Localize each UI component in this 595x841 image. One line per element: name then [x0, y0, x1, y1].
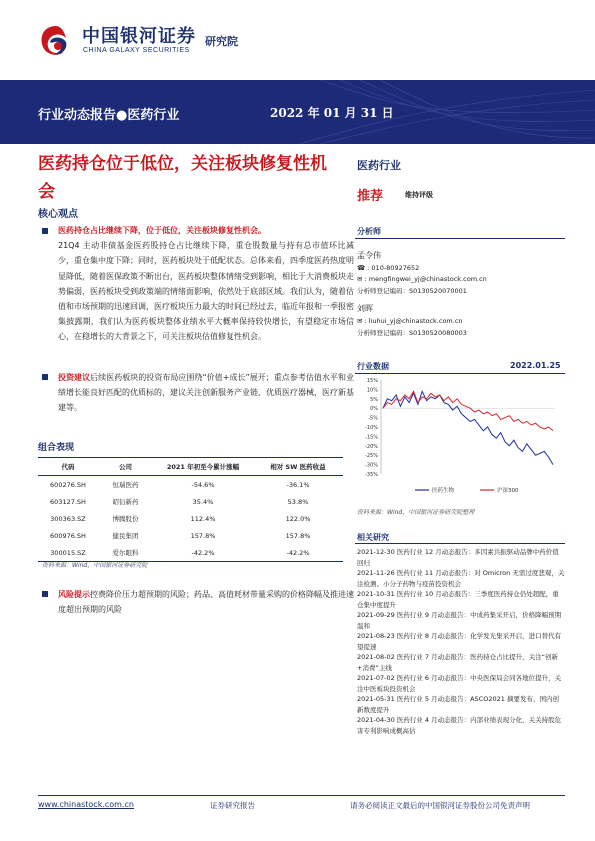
brand-name: 中国银河证券 [82, 26, 196, 47]
related-item[interactable]: 2021-08-23 医药行业 8 月动态报告：化学发光集采开启，进口替代有望提速 [357, 632, 562, 651]
col-header-relative: 相对 SW 医药收益 [253, 458, 343, 476]
analyst-heading: 分析师 [357, 227, 381, 236]
email-value: mengfingwei_yj@chinastock.com.cn [368, 275, 487, 283]
core-view-paragraph [58, 223, 354, 345]
analyst-reg: 分析师登记编码：S0130520080003 [357, 329, 467, 337]
phone-value: 010-80927652 [371, 264, 420, 272]
risk-body: 控费降价压力超预期的风险；药品、高值耗材带量采购的价格降幅及推进速度超出预期的风险 [58, 590, 354, 615]
bullet-icon [42, 374, 48, 380]
analyst-phone: ☎ : 010-80927652 [357, 264, 420, 272]
cell-relative: 157.8% [285, 531, 311, 540]
cell-relative: -36.1% [286, 480, 310, 489]
related-item[interactable]: 2021-10-31 医药行业 10 月动态报告：三季度医药持仓仍处超配，重仓集中度提升 [357, 590, 559, 609]
table-row [38, 493, 343, 510]
related-item[interactable]: 2021-04-30 医药行业 4 月动态报告：内部业绩表现分化，关关持股危害专利影响成概高估 [357, 716, 562, 735]
y-tick-label: -15% [365, 434, 378, 441]
investment-advice-highlight: 投资建议 [58, 373, 91, 382]
cell-code: 300363.SZ [50, 514, 86, 523]
legend-label: 医药生物 [432, 488, 455, 494]
divider [355, 238, 565, 239]
rating-label: 推荐 [357, 189, 384, 204]
y-tick-label: -20% [365, 443, 378, 450]
cell-company: 昭衍新药 [112, 498, 139, 506]
y-tick-label: 10% [366, 387, 378, 394]
analyst-name: 孟令伟 [357, 251, 381, 260]
legend-label: 沪深300 [497, 488, 519, 494]
divider [355, 373, 565, 374]
col-header-ytd: 2021 年初至今累计涨幅 [153, 458, 253, 476]
department-label: 研究院 [205, 35, 238, 48]
report-category: 行业动态报告●医药行业 [38, 108, 180, 123]
cell-ytd: 35.4% [192, 497, 214, 506]
industry-index-chart [355, 376, 565, 501]
footer-disclaimer: 请务必阅读正文最后的中国银河证券股份公司免责声明 [350, 801, 530, 810]
y-tick-label: 15% [366, 378, 378, 384]
series-line [383, 391, 553, 431]
cell-company: 爱尔眼科 [98, 544, 153, 562]
y-tick-label: -25% [365, 453, 378, 460]
cell-relative: -42.2% [253, 544, 343, 562]
core-view-heading: 核心观点 [38, 209, 78, 220]
cell-company: 健民集团 [112, 532, 139, 540]
cell-code: 600976.SH [50, 531, 86, 540]
cell-company: 博腾股份 [112, 515, 139, 523]
col-header-company: 公司 [98, 458, 153, 476]
cell-ytd: 157.8% [190, 531, 216, 540]
bullet-icon [42, 591, 48, 597]
rating-note: 维持评级 [405, 191, 433, 199]
y-tick-label: -30% [365, 462, 378, 469]
report-title: 医药持仓位于低位，关注板块修复性机会 [38, 154, 327, 202]
cell-code: 300015.SZ [38, 544, 98, 562]
cell-ytd: 112.4% [190, 514, 216, 523]
portfolio-source: 资料来源：Wind，中国银河证券研究院 [42, 562, 148, 569]
email-value: liuhui_yj@chinastock.com.cn [368, 317, 463, 325]
core-view-highlight: 医药持仓占比继续下降，位于低位，关注板块修复性机会。 [58, 226, 266, 235]
report-banner [0, 80, 595, 144]
related-item[interactable]: 2021-07-02 医药行业 6 月动态报告：中央医保局会同各地位提升，关注中医板块投资机会 [357, 674, 562, 693]
core-view-body: 21Q4 主动非债基金医药股持仓占比继续下降，重仓股数量与持有总市值环比减少，重仓集中度下降；同时，医药板块处于低配状态。总体来看，四季度医药热度明显降低，随着医保政策不断出台，医药板块整体情绪受到影响，相比于大消费板块走势偏弱，医药板块受到政策端的情绪面影响，依然处于底部区域。我们认为，随着估值和市场预期的迅速回调，医疗板块压力最大的时间已经过去，临近年报和一季报密集披露期，我们认为医药板块整体业绩水平大概率保持较快增长，有望稳定市场信心，在稳增长的大背景之下，可关注板块估值修复性机会。 [58, 241, 354, 342]
chart-source: 资料来源：Wind，中国银河证券研究院整理 [357, 509, 475, 516]
related-item[interactable]: 2021-11-26 医药行业 11 月动态报告：对 Omicron 无需过度悲观，关注检测、小分子药物与疫苗投资机会 [357, 569, 565, 588]
industry-label: 医药行业 [357, 159, 401, 172]
analyst-email: ✉ : mengfingwei_yj@chinastock.com.cn [357, 275, 487, 283]
table-row [38, 510, 343, 527]
investment-advice-paragraph [58, 370, 354, 416]
industry-data-heading: 行业数据 [357, 362, 389, 371]
portfolio-table [38, 457, 343, 562]
cell-ytd: -42.2% [153, 544, 253, 562]
table-row [38, 544, 343, 562]
portfolio-heading: 组合表现 [38, 443, 75, 453]
investment-advice-body: 后续医药板块的投资布局应围绕“价值+成长”展开；重点参考估值水平和业绩增长能良好匹配的优质标的，建议关注创新服务产业链、优质医疗器械，医疗新基建等。 [58, 373, 354, 413]
cell-code: 603127.SH [50, 497, 86, 506]
analyst-email: ✉ : liuhui_yj@chinastock.com.cn [357, 317, 463, 325]
related-research-heading: 相关研究 [357, 533, 389, 542]
y-tick-label: -5% [368, 415, 378, 422]
y-tick-label: -10% [365, 425, 378, 431]
y-tick-label: 5% [370, 396, 378, 403]
table-row [38, 527, 343, 544]
related-item[interactable]: 2021-05-31 医药行业 5 月动态报告：ASCO2021 摘要发布，国内创新数度提升 [357, 695, 559, 714]
related-item[interactable]: 2021-12-30 医药行业 12 月动态报告：多因素共振驱动品牌中药价值回归 [357, 548, 559, 567]
related-research-list [357, 547, 565, 736]
footer-report-type: 证券研究报告 [210, 801, 255, 810]
related-item[interactable]: 2021-08-02 医药行业 7 月动态报告：医药持仓占比提升，关注“创新+消费”主线 [357, 653, 558, 672]
cell-company: 恒瑞医药 [112, 481, 139, 489]
y-tick-label: -35% [365, 472, 378, 478]
report-date: 2022 年 01 月 31 日 [270, 106, 394, 120]
col-header-code: 代码 [38, 458, 98, 476]
related-item[interactable]: 2021-09-29 医药行业 9 月动态报告：中成药集采开启，价格降幅预期温和 [357, 611, 562, 630]
table-header-row [38, 458, 343, 476]
analyst-name: 刘晖 [357, 304, 373, 313]
analyst-reg: 分析师登记编码：S0130520070001 [357, 287, 467, 295]
divider [355, 543, 565, 544]
brand-name-en: CHINA GALAXY SECURITIES [83, 47, 190, 54]
galaxy-logo-icon [36, 22, 76, 62]
cell-relative: 53.8% [287, 497, 309, 506]
bullet-icon [42, 228, 48, 234]
y-tick-label: 0% [370, 406, 378, 413]
footer-url-link[interactable]: www.chinastock.com.cn [38, 800, 134, 809]
cell-code: 600276.SH [50, 480, 86, 489]
cell-relative: 122.0% [285, 514, 311, 523]
cell-ytd: -54.6% [191, 480, 215, 489]
table-row [38, 476, 343, 494]
risk-highlight: 风险提示 [58, 590, 90, 599]
industry-data-date: 2022.01.25 [510, 361, 561, 370]
risk-paragraph [58, 587, 354, 617]
series-line [383, 391, 553, 464]
footer-divider [38, 795, 565, 796]
